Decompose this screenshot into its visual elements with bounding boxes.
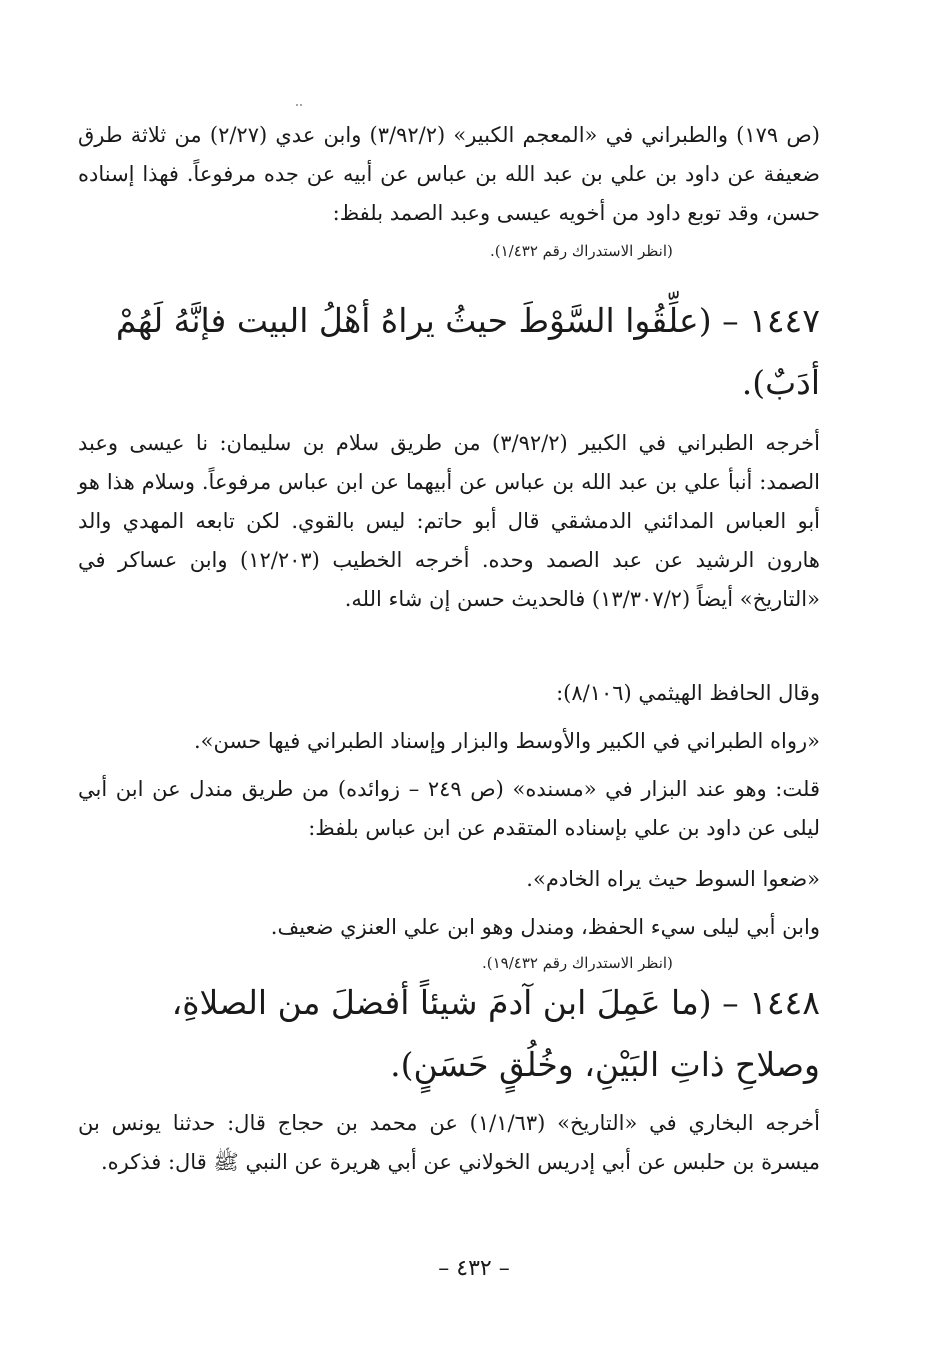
page-number: – ٤٣٢ – <box>438 1256 510 1281</box>
commentary-1447-quote-2: «ضعوا السوط حيث يراه الخادم». <box>526 867 820 891</box>
scan-speck <box>300 104 302 106</box>
commentary-1447-paragraph-4: وابن أبي ليلى سيء الحفظ، ومندل وهو ابن علي العنزي ضعيف. <box>270 915 820 939</box>
scan-speck <box>296 104 298 106</box>
commentary-1447-footnote: (انظر الاستدراك رقم ١٩/٤٣٢). <box>482 954 673 972</box>
commentary-1447-paragraph-1: أخرجه الطبراني في الكبير (٣/٩٢/٢) من طريق سلام بن سليمان: نا عيسى وعبد الصمد: أنبأ علي بن عبد الله بن عباس عن أبيهما عن ابن عباس مرفوعاً. وسلام هذا هو أبو العباس المدائني الدمشقي قال أبو حاتم: ليس بالقوي. لكن تابعه المهدي والد هارون الرشيد عن عبد الصمد وحده. أخرجه الخطيب (١٢/٢٠٣) وابن عساكر في «التاريخ» أيضاً (١٣/٣٠٧/٢) فالحديث حسن إن شاء الله. <box>78 431 820 611</box>
hadith-1448-text: ١٤٤٨ – (ما عَمِلَ ابن آدمَ شيئاً أفضلَ من الصلاةِ، وصلاحِ ذاتِ البَيْنِ، وخُلُقٍ حَسَنٍ). <box>171 983 820 1084</box>
continuation-footnote: (انظر الاستدراك رقم ١/٤٣٢). <box>490 242 673 260</box>
hadith-1447-text: ١٤٤٧ – (علِّقُوا السَّوْطَ حيثُ يراهُ أهْلُ البيت فإنَّهُ لَهُمْ أدَبٌ). <box>115 301 820 402</box>
continuation-paragraph: (ص ١٧٩) والطبراني في «المعجم الكبير» (٣/٩٢/٢) وابن عدي (٢/٢٧) من ثلاثة طرق ضعيفة عن داود بن علي بن عبد الله بن عباس عن أبيه عن جده مرفوعاً. فهذا إسناده حسن، وقد توبع داود من أخويه عيسى وعبد الصمد بلفظ: <box>78 123 820 225</box>
commentary-1448-paragraph-1: أخرجه البخاري في «التاريخ» (١/١/٦٣) عن محمد بن حجاج قال: حدثنا يونس بن ميسرة بن حلبس عن أبي إدريس الخولاني عن أبي هريرة عن النبي ﷺ قال: فذكره. <box>78 1111 821 1174</box>
commentary-1447-paragraph-2: وقال الحافظ الهيثمي (٨/١٠٦): <box>556 681 820 705</box>
commentary-1447-paragraph-3: قلت: وهو عند البزار في «مسنده» (ص ٢٤٩ – زوائده) من طريق مندل عن ابن أبي ليلى عن داود بن علي بإسناده المتقدم عن ابن عباس بلفظ: <box>78 777 820 840</box>
commentary-1447-quote-1: «رواه الطبراني في الكبير والأوسط والبزار وإسناد الطبراني فيها حسن». <box>193 729 820 753</box>
